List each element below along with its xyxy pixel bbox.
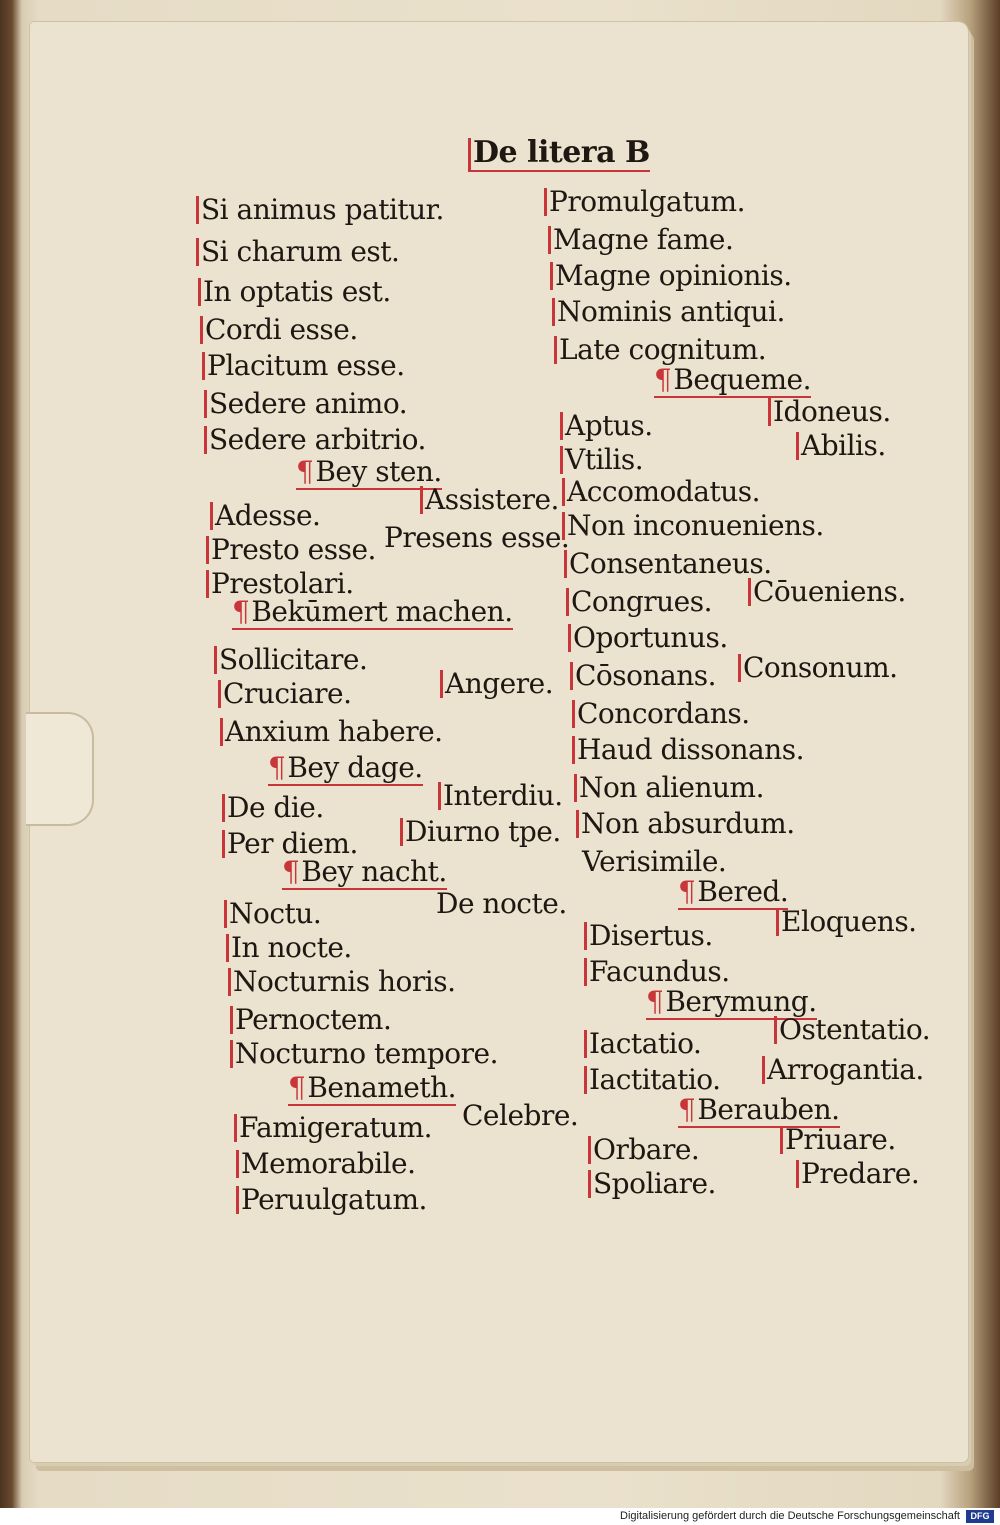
entry-line: Per diem. (222, 830, 358, 858)
entry-line: Idoneus. (768, 398, 891, 426)
entry-line: Celebre. (462, 1099, 579, 1132)
entry-line: Promulgatum. (544, 188, 745, 216)
section-heading (654, 363, 812, 398)
section-heading (232, 595, 513, 630)
pilcrow-mark: ¶ (232, 595, 250, 628)
entry-line: Non alienum. (574, 774, 764, 802)
pilcrow-mark: ¶ (288, 1071, 306, 1104)
paper-clip-tab (26, 712, 94, 826)
entry-line: Concordans. (572, 700, 750, 728)
heading-text: Bey sten. (315, 455, 442, 488)
entry-line: Prestolari. (206, 570, 354, 598)
heading-text: Bey dage. (287, 751, 423, 784)
entry-line: Sedere arbitrio. (204, 426, 426, 454)
page-title: De litera B (468, 138, 650, 172)
entry-line: Sollicitare. (214, 646, 367, 674)
entry-line: Magne fame. (548, 226, 733, 254)
pilcrow-mark: ¶ (282, 855, 300, 888)
entry-line: Cōsonans. (570, 662, 716, 690)
entry-line: Noctu. (224, 900, 321, 928)
pilcrow-mark: ¶ (646, 985, 664, 1018)
entry-line: Ostentatio. (774, 1016, 930, 1044)
entry-line: Sedere animo. (204, 390, 407, 418)
entry-line: Priuare. (780, 1126, 896, 1154)
entry-line: Presens esse. (384, 521, 570, 554)
entry-line: Consentaneus. (564, 550, 772, 578)
entry-line: Arrogantia. (762, 1056, 924, 1084)
entry-line: Vtilis. (560, 446, 643, 474)
pilcrow-mark: ¶ (678, 1093, 696, 1126)
entry-line: Interdiu. (438, 782, 563, 810)
entry-line: Accomodatus. (562, 478, 760, 506)
entry-line: Cōueniens. (748, 578, 906, 606)
section-heading (678, 875, 789, 910)
heading-text: Benameth. (307, 1071, 457, 1104)
entry-line: Si animus patitur. (196, 196, 444, 224)
book-page (30, 22, 968, 1462)
entry-line: In optatis est. (198, 278, 391, 306)
footer-bar (0, 1508, 1000, 1525)
entry-line: Angere. (440, 670, 553, 698)
entry-line: Famigeratum. (234, 1114, 432, 1142)
entry-line: Presto esse. (206, 536, 376, 564)
entry-line: Magne opinionis. (550, 262, 792, 290)
pilcrow-mark: ¶ (654, 363, 672, 396)
entry-line: Iactitatio. (584, 1066, 721, 1094)
entry-line: Placitum esse. (202, 352, 405, 380)
entry-line: In nocte. (226, 934, 352, 962)
entry-line: Verisimile. (582, 845, 727, 878)
footer-credit: Digitalisierung gefördert durch die Deutsche Forschungsgemeinschaft (620, 1510, 960, 1522)
entry-line: Nocturno tempore. (230, 1040, 498, 1068)
heading-text: Bered. (697, 875, 789, 908)
entry-line: Eloquens. (776, 908, 917, 936)
entry-line: Oportunus. (568, 624, 728, 652)
entry-line: Non inconueniens. (562, 512, 824, 540)
entry-line: Non absurdum. (576, 810, 795, 838)
entry-line: Spoliare. (588, 1170, 716, 1198)
pilcrow-mark: ¶ (296, 455, 314, 488)
heading-text: Bequeme. (673, 363, 812, 396)
entry-line: Predare. (796, 1160, 919, 1188)
entry-line: Abilis. (796, 432, 886, 460)
entry-line: Late cognitum. (554, 336, 766, 364)
pilcrow-mark: ¶ (678, 875, 696, 908)
entry-line: Haud dissonans. (572, 736, 804, 764)
entry-line: Disertus. (584, 922, 713, 950)
dfg-logo: DFG (966, 1510, 994, 1523)
heading-text: Bey nacht. (301, 855, 447, 888)
entry-line: Pernoctem. (230, 1006, 391, 1034)
entry-line: Adesse. (210, 502, 320, 530)
entry-line: De nocte. (436, 887, 567, 920)
entry-line: Assistere. (420, 486, 559, 514)
entry-line: De die. (222, 794, 324, 822)
entry-line: Nominis antiqui. (552, 298, 785, 326)
entry-line: Si charum est. (196, 238, 399, 266)
heading-text: Berauben. (697, 1093, 840, 1126)
entry-line: Cordi esse. (200, 316, 358, 344)
entry-line: Peruulgatum. (236, 1186, 427, 1214)
heading-text: Berymung. (665, 985, 817, 1018)
section-heading (282, 855, 447, 890)
entry-line: Memorabile. (236, 1150, 416, 1178)
heading-text: Bekūmert machen. (251, 595, 513, 628)
section-heading (268, 751, 423, 786)
entry-line: Anxium habere. (220, 718, 443, 746)
entry-line: Orbare. (588, 1136, 699, 1164)
entry-line: Aptus. (560, 412, 653, 440)
section-heading (288, 1071, 457, 1106)
pilcrow-mark: ¶ (268, 751, 286, 784)
entry-line: Iactatio. (584, 1030, 701, 1058)
entry-line: Nocturnis horis. (228, 968, 455, 996)
entry-line: Congrues. (566, 588, 712, 616)
entry-line: Diurno tpe. (400, 818, 561, 846)
entry-line: Facundus. (584, 958, 730, 986)
entry-line: Consonum. (738, 654, 898, 682)
entry-line: Cruciare. (218, 680, 352, 708)
